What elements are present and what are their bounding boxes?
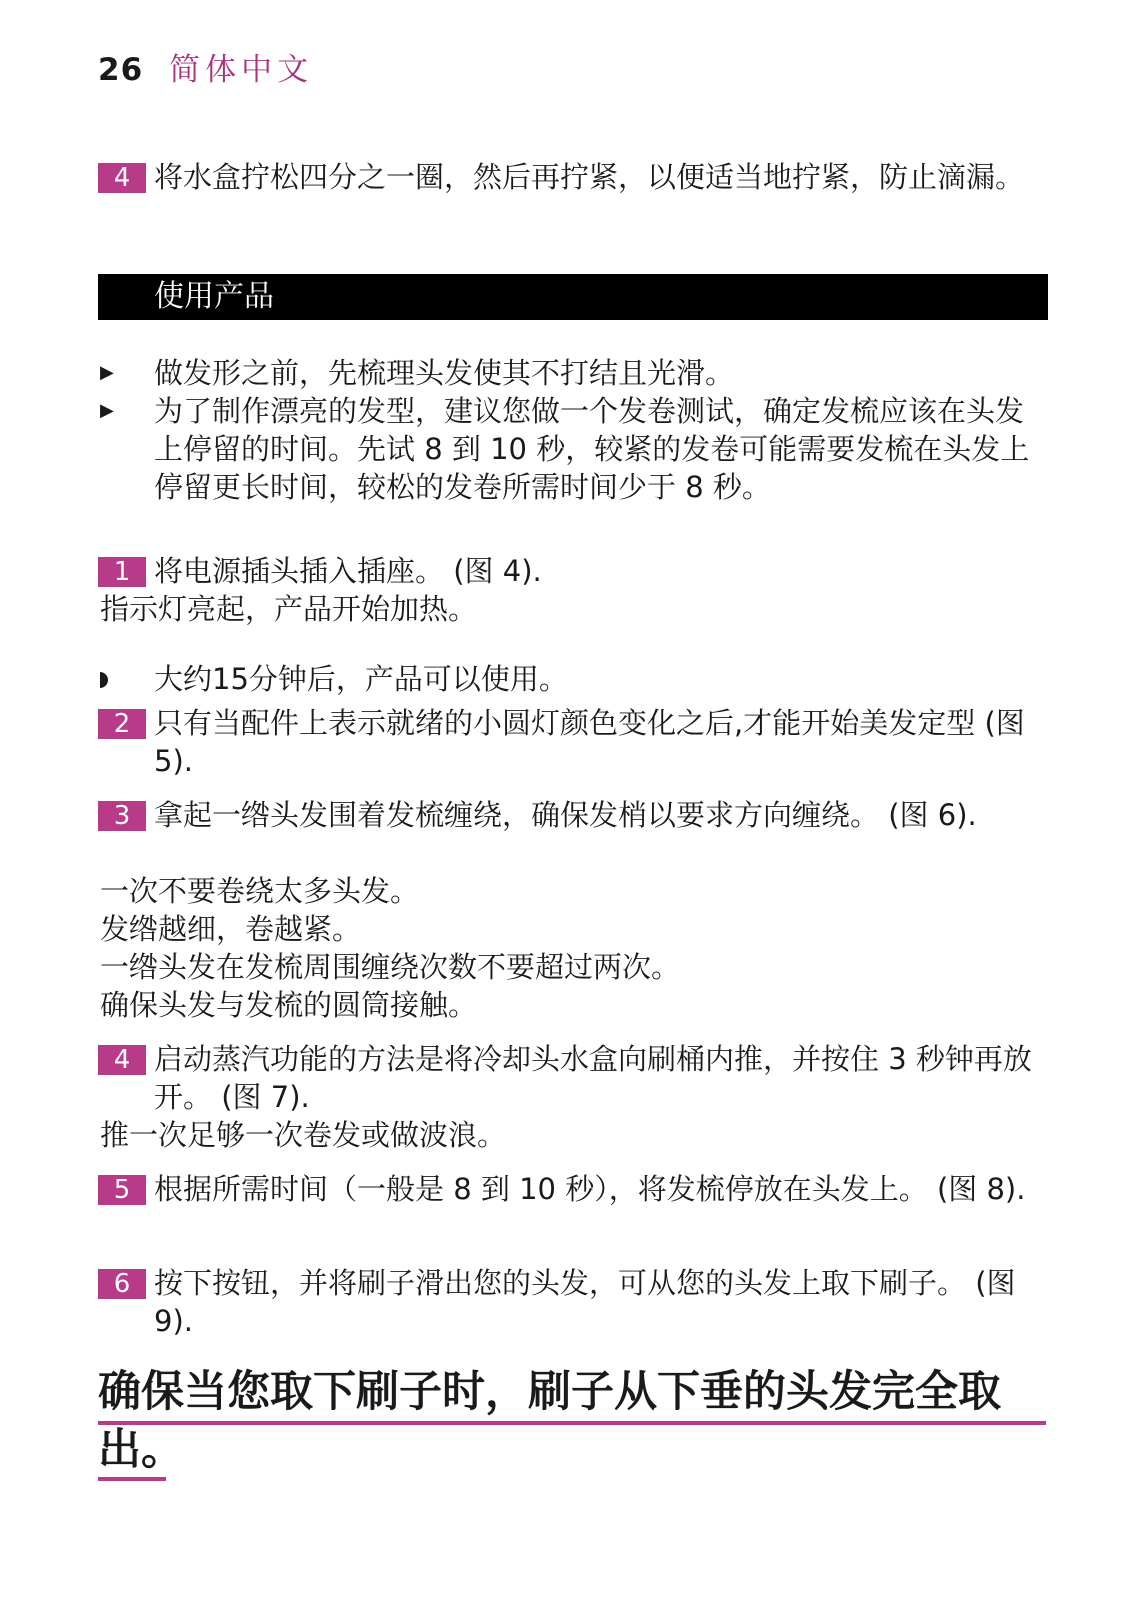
language-title: 简体中文	[169, 52, 314, 88]
section-heading	[98, 274, 1048, 320]
page-header	[98, 44, 313, 89]
warning-underline	[98, 1477, 166, 1481]
step-text: 只有当配件上表示就绪的小圆灯颜色变化之后,才能开始美发定型 (图 5).	[154, 706, 1025, 778]
list-item	[98, 354, 1048, 392]
step-number-badge: 1	[98, 557, 146, 587]
step-number-badge: 5	[98, 1175, 146, 1205]
intro-step	[98, 158, 1048, 196]
list-item	[98, 392, 1048, 506]
section-title: 使用产品	[154, 279, 274, 314]
result-text: 大约15分钟后，产品可以使用。	[154, 662, 568, 696]
step-number-badge: 2	[98, 709, 146, 739]
step-6	[98, 1264, 1048, 1340]
bullet-arrow-icon: ▶	[100, 362, 114, 383]
step-5	[98, 1170, 1048, 1208]
step-note: 指示灯亮起，产品开始加热。	[100, 592, 478, 626]
warning-line-2: 出。	[98, 1425, 184, 1475]
step-text: 将水盒拧松四分之一圈，然后再拧紧，以便适当地拧紧，防止滴漏。	[154, 160, 1025, 194]
warning-underline	[98, 1421, 1046, 1425]
step-2	[98, 704, 1048, 780]
step-4	[98, 1040, 1048, 1116]
tips-list	[98, 354, 1048, 506]
step-note: 发绺越细，卷越紧。	[100, 912, 362, 946]
step-note: 确保头发与发梳的圆筒接触。	[100, 988, 478, 1022]
step-note: 一绺头发在发梳周围缠绕次数不要超过两次。	[100, 950, 681, 984]
result-line	[98, 660, 1048, 698]
step-text: 将电源插头插入插座。 (图 4).	[154, 554, 542, 588]
step-number-badge: 4	[98, 163, 146, 193]
step-text: 拿起一绺头发围着发梳缠绕，确保发梢以要求方向缠绕。 (图 6).	[154, 798, 977, 832]
step-text: 按下按钮，并将刷子滑出您的头发，可从您的头发上取下刷子。 (图 9).	[154, 1266, 1016, 1338]
step-text: 启动蒸汽功能的方法是将冷却头水盒向刷桶内推，并按住 3 秒钟再放开。 (图 7).	[154, 1042, 1032, 1114]
step-number-badge: 4	[98, 1045, 146, 1075]
bullet-arrow-icon: ▶	[100, 400, 114, 421]
step-3	[98, 796, 1048, 834]
warning-line-1: 确保当您取下刷子时，刷子从下垂的头发完全取	[98, 1367, 1001, 1417]
bullet-text: 为了制作漂亮的发型，建议您做一个发卷测试，确定发梳应该在头发上停留的时间。先试 8 到 10 秒，较紧的发卷可能需要发梳在头发上停留更长时间，较松的发卷所需时间少于 8 秒。	[154, 394, 1030, 504]
step-note: 一次不要卷绕太多头发。	[100, 874, 420, 908]
step-number-badge: 3	[98, 801, 146, 831]
step-number-badge: 6	[98, 1269, 146, 1299]
page-number: 26	[98, 52, 144, 88]
step-note: 推一次足够一次卷发或做波浪。	[100, 1118, 507, 1152]
half-circle-icon	[100, 672, 108, 688]
bullet-text: 做发形之前，先梳理头发使其不打结且光滑。	[154, 356, 735, 390]
step-1	[98, 552, 1048, 590]
step-text: 根据所需时间（一般是 8 到 10 秒），将发梳停放在头发上。 (图 8).	[154, 1172, 1026, 1206]
